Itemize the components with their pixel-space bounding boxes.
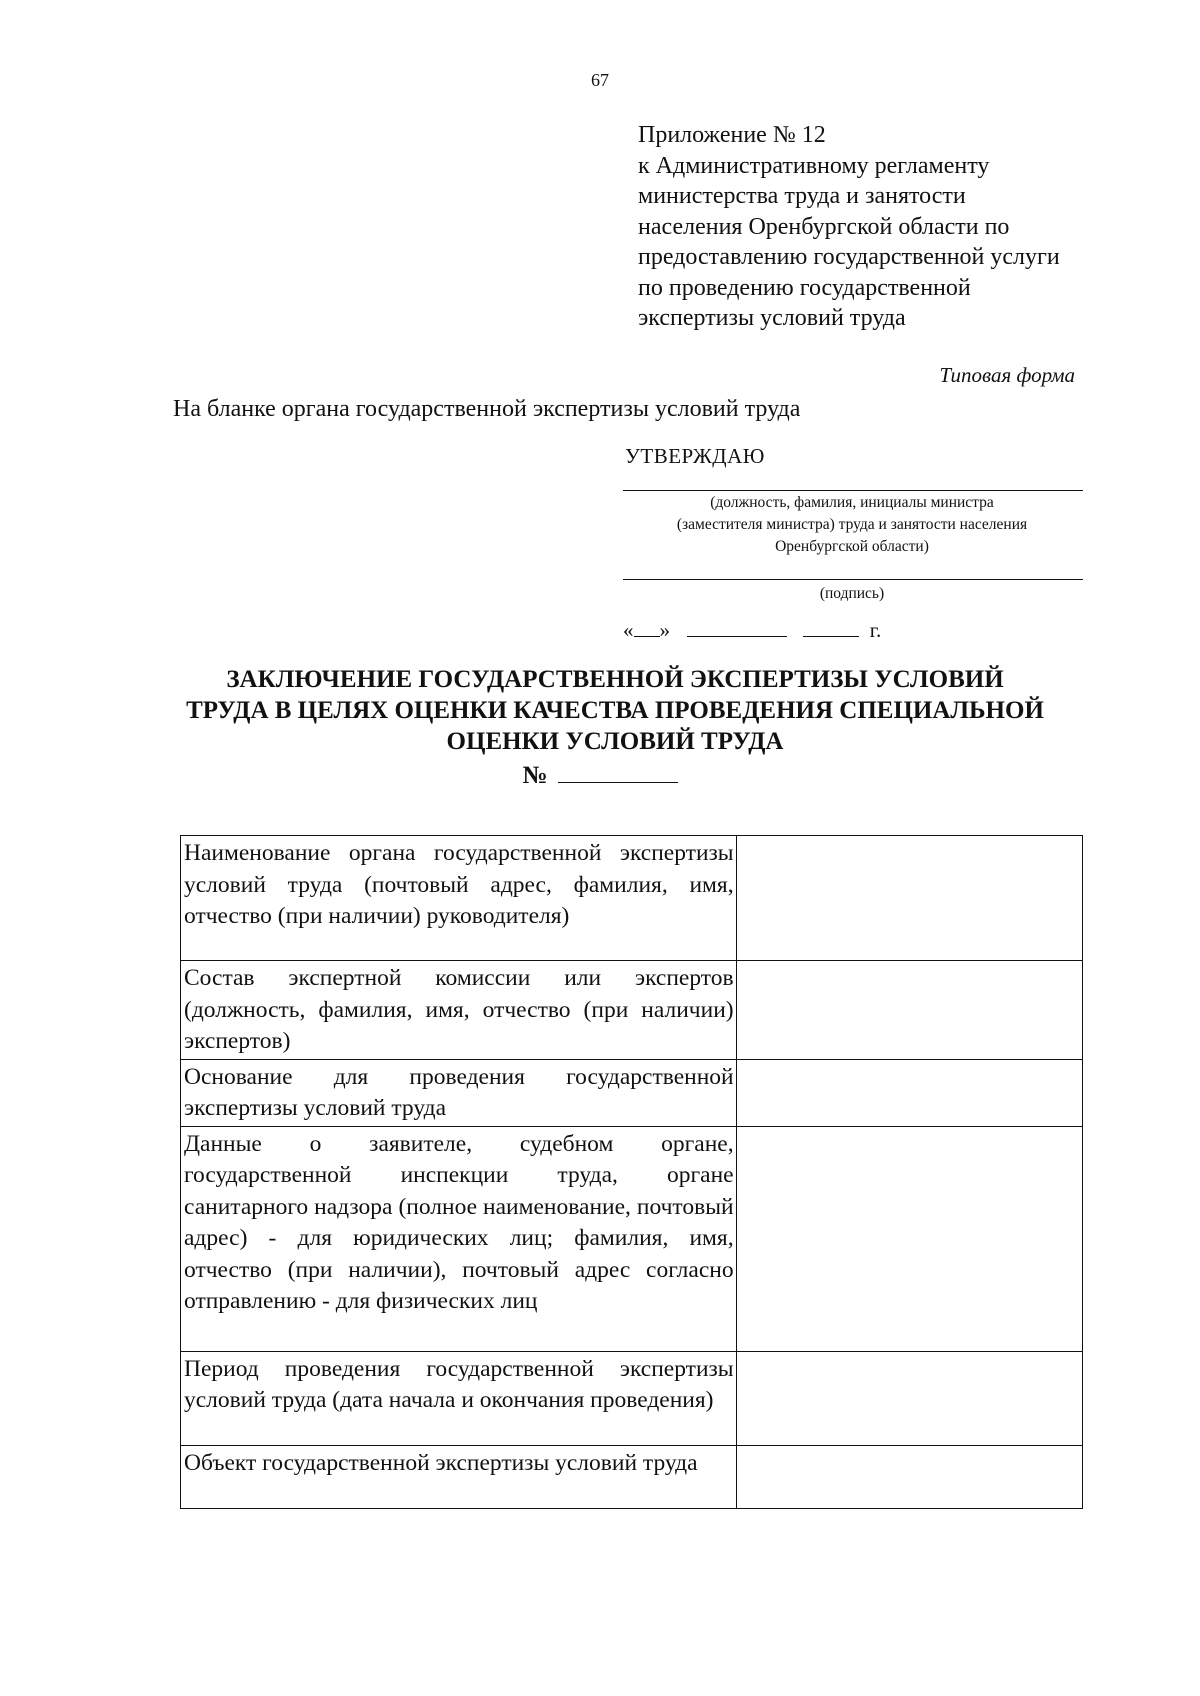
appendix-line: по проведению государственной	[638, 274, 971, 301]
row-value[interactable]	[736, 1351, 1082, 1445]
year-field[interactable]	[803, 618, 859, 637]
approval-date	[623, 618, 881, 643]
row-value[interactable]	[736, 1126, 1082, 1351]
month-field[interactable]	[687, 618, 787, 637]
table-row	[181, 836, 1083, 961]
document-title	[150, 664, 1080, 757]
day-field[interactable]	[634, 618, 660, 637]
year-suffix: г.	[869, 618, 882, 642]
table-row	[181, 1126, 1083, 1351]
table-row	[181, 1351, 1083, 1445]
date-open-quote: «	[623, 618, 634, 642]
number-sign: №	[522, 762, 548, 789]
caption-line: (заместителя министра) труда и занятости населения	[676, 516, 1028, 533]
table-row	[181, 961, 1083, 1060]
appendix-line: Приложение № 12	[638, 122, 826, 148]
row-label: Основание для проведения государственной экспертизы условий труда	[181, 1059, 737, 1126]
signature-caption: (подпись)	[819, 585, 885, 602]
number-field[interactable]	[558, 760, 678, 783]
appendix-line: к Административному регламенту	[638, 152, 990, 179]
title-line: ОЦЕНКИ УСЛОВИЙ ТРУДА	[446, 728, 784, 755]
appendix-line: министерства труда и занятости	[638, 183, 966, 209]
caption-line: Оренбургской области)	[775, 538, 929, 555]
table-row	[181, 1445, 1083, 1508]
row-value[interactable]	[736, 961, 1082, 1060]
row-value[interactable]	[736, 836, 1082, 961]
signature-field-line[interactable]	[623, 579, 1083, 580]
appendix-line: предоставлению государственной услуги	[638, 244, 1060, 270]
caption-line: (должность, фамилия, инициалы министра	[710, 494, 994, 511]
form-type-label: Типовая форма	[939, 363, 1075, 387]
appendix-line: населения Оренбургской области по	[638, 213, 1010, 240]
table-row	[181, 1059, 1083, 1126]
row-label: Состав экспертной комиссии или экспертов (должность, фамилия, имя, отчество (при наличии) экспертов)	[181, 961, 737, 1060]
letterhead-note: На бланке органа государственной экспертизы условий труда	[173, 396, 801, 422]
row-label: Данные о заявителе, судебном органе, государственной инспекции труда, органе санитарного надзора (полное наименование, почтовый адрес) - для юридических лиц; фамилия, имя, отчество (при наличии), почтовый адрес согласно отправлению - для физических лиц	[181, 1126, 737, 1351]
appendix-line: экспертизы условий труда	[638, 305, 906, 331]
expertise-details-table	[180, 835, 1083, 1509]
row-value[interactable]	[736, 1059, 1082, 1126]
row-value[interactable]	[736, 1445, 1082, 1508]
appendix-header	[638, 120, 1118, 334]
title-line: ЗАКЛЮЧЕНИЕ ГОСУДАРСТВЕННОЙ ЭКСПЕРТИЗЫ УСЛОВИЙ	[226, 666, 1004, 693]
approval-heading: УТВЕРЖДАЮ	[625, 444, 765, 468]
page-number: 67	[591, 70, 609, 90]
row-label: Период проведения государственной экспертизы условий труда (дата начала и окончания проведения)	[181, 1351, 737, 1445]
row-label: Наименование органа государственной экспертизы условий труда (почтовый адрес, фамилия, имя, отчество (при наличии) руководителя)	[181, 836, 737, 961]
position-field-line[interactable]	[623, 490, 1083, 491]
date-close-quote: »	[659, 618, 670, 642]
position-caption	[622, 492, 1082, 558]
row-label: Объект государственной экспертизы условий труда	[181, 1445, 737, 1508]
title-line: ТРУДА В ЦЕЛЯХ ОЦЕНКИ КАЧЕСТВА ПРОВЕДЕНИЯ СПЕЦИАЛЬНОЙ	[186, 697, 1044, 724]
conclusion-number	[0, 760, 1200, 790]
